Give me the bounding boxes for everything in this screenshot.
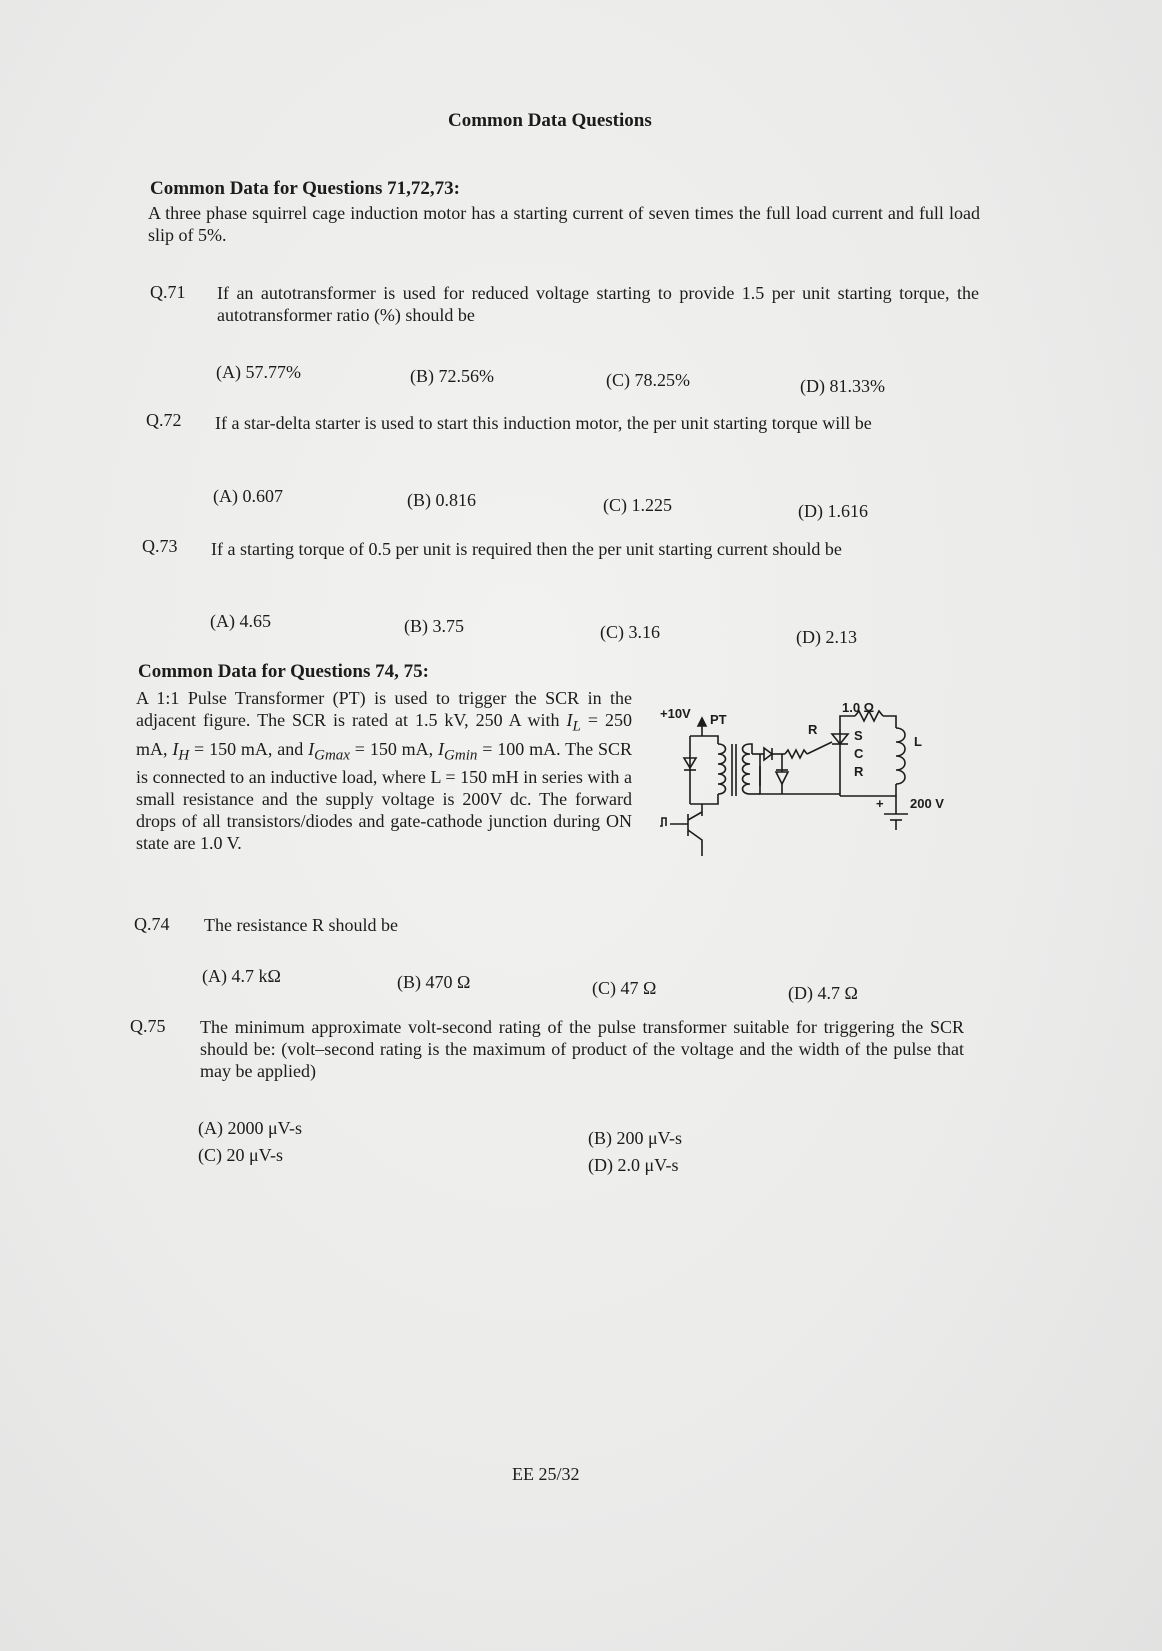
label-scr-c: C [854, 746, 864, 761]
option-72-d[interactable]: (D) 1.616 [798, 501, 868, 521]
page-title: Common Data Questions [448, 110, 652, 131]
label-gate-r: R [808, 722, 818, 737]
option-75-a[interactable]: (A) 2000 μV-s [198, 1118, 302, 1138]
supply-arrow [698, 718, 706, 726]
question-text-73: If a starting torque of 0.5 per unit is required then the per unit starting current should be [211, 539, 842, 559]
option-73-c[interactable]: (C) 3.16 [600, 622, 660, 642]
question-text-74: The resistance R should be [204, 915, 398, 935]
option-75-d[interactable]: (D) 2.0 μV-s [588, 1155, 679, 1175]
pt-core [732, 744, 736, 796]
common-data-text-71-73: A three phase squirrel cage induction motor has a starting current of seven times the full load current and full load slip of 5%. [148, 203, 980, 245]
scr-trigger-circuit-diagram [660, 696, 960, 906]
option-71-a[interactable]: (A) 57.77% [216, 362, 301, 382]
option-73-a[interactable]: (A) 4.65 [210, 611, 271, 631]
label-plus: + [876, 796, 884, 811]
gate-resistor-r [785, 750, 807, 758]
question-number-74: Q.74 [134, 914, 170, 934]
label-resistor-1ohm: 1.0 Ω [842, 700, 875, 715]
common-data-heading-71-73: Common Data for Questions 71,72,73: [150, 178, 460, 199]
clamp-diode [776, 772, 788, 784]
option-74-c[interactable]: (C) 47 Ω [592, 978, 657, 998]
option-71-b[interactable]: (B) 72.56% [410, 366, 494, 386]
pt-secondary-winding [743, 744, 751, 794]
option-72-b[interactable]: (B) 0.816 [407, 490, 476, 510]
option-74-b[interactable]: (B) 470 Ω [397, 972, 471, 992]
gate-diode [764, 748, 772, 760]
question-number-73: Q.73 [142, 536, 178, 556]
option-74-a[interactable]: (A) 4.7 kΩ [202, 966, 281, 986]
option-74-d[interactable]: (D) 4.7 Ω [788, 983, 858, 1003]
question-text-72: If a star-delta starter is used to start this induction motor, the per unit starting torque will be [215, 413, 872, 433]
option-71-c[interactable]: (C) 78.25% [606, 370, 690, 390]
option-71-d[interactable]: (D) 81.33% [800, 376, 885, 396]
pt-primary-winding [718, 744, 726, 794]
question-number-71: Q.71 [150, 282, 186, 302]
label-scr-s: S [854, 728, 863, 743]
pulse-symbol [660, 818, 666, 826]
inductor-l [896, 728, 905, 784]
label-inductor-l: L [914, 734, 922, 749]
option-73-b[interactable]: (B) 3.75 [404, 616, 464, 636]
label-pt: PT [710, 712, 727, 727]
inductor-return-wire [840, 784, 896, 796]
question-number-75: Q.75 [130, 1016, 166, 1036]
label-scr-r: R [854, 764, 864, 779]
transistor-leads [688, 812, 702, 856]
option-73-d[interactable]: (D) 2.13 [796, 627, 857, 647]
option-72-c[interactable]: (C) 1.225 [603, 495, 672, 515]
top-wire-right [883, 716, 896, 728]
common-data-heading-74-75: Common Data for Questions 74, 75: [138, 661, 429, 682]
label-supply-10v: +10V [660, 706, 691, 721]
question-text-75: The minimum approximate volt-second rating of the pulse transformer suitable for triggering the SCR should be: (volt–second rating is the maximum of product of the voltage and the width of the pulse that may be applied) [200, 1017, 964, 1081]
page-footer: EE 25/32 [512, 1464, 580, 1484]
question-text-71: If an autotransformer is used for reduced voltage starting to provide 1.5 per unit starting torque, the autotransformer ratio (%) should be [217, 283, 979, 325]
common-data-text-74-75: A 1:1 Pulse Transformer (PT) is used to trigger the SCR in the adjacent figure. The SCR is rated at 1.5 kV, 250 A with $I_L = 250$ mA, $I_H = 150$ mA, and $I_{Gmax} = 150$ mA, $I_{Gmin} = 100$ mA. The SCR is connected to an inductive load, where L = 150 mH in series with a small resistance and the supply voltage is 200V dc. The forward drops of all transistors/diodes and gate-cathode junction during ON state are 1.0 V. [136, 688, 633, 854]
option-75-b[interactable]: (B) 200 μV-s [588, 1128, 682, 1148]
option-72-a[interactable]: (A) 0.607 [213, 486, 283, 506]
label-200v: 200 V [910, 796, 944, 811]
top-wire-left [840, 716, 855, 726]
question-number-72: Q.72 [146, 410, 182, 430]
option-75-c[interactable]: (C) 20 μV-s [198, 1145, 283, 1165]
